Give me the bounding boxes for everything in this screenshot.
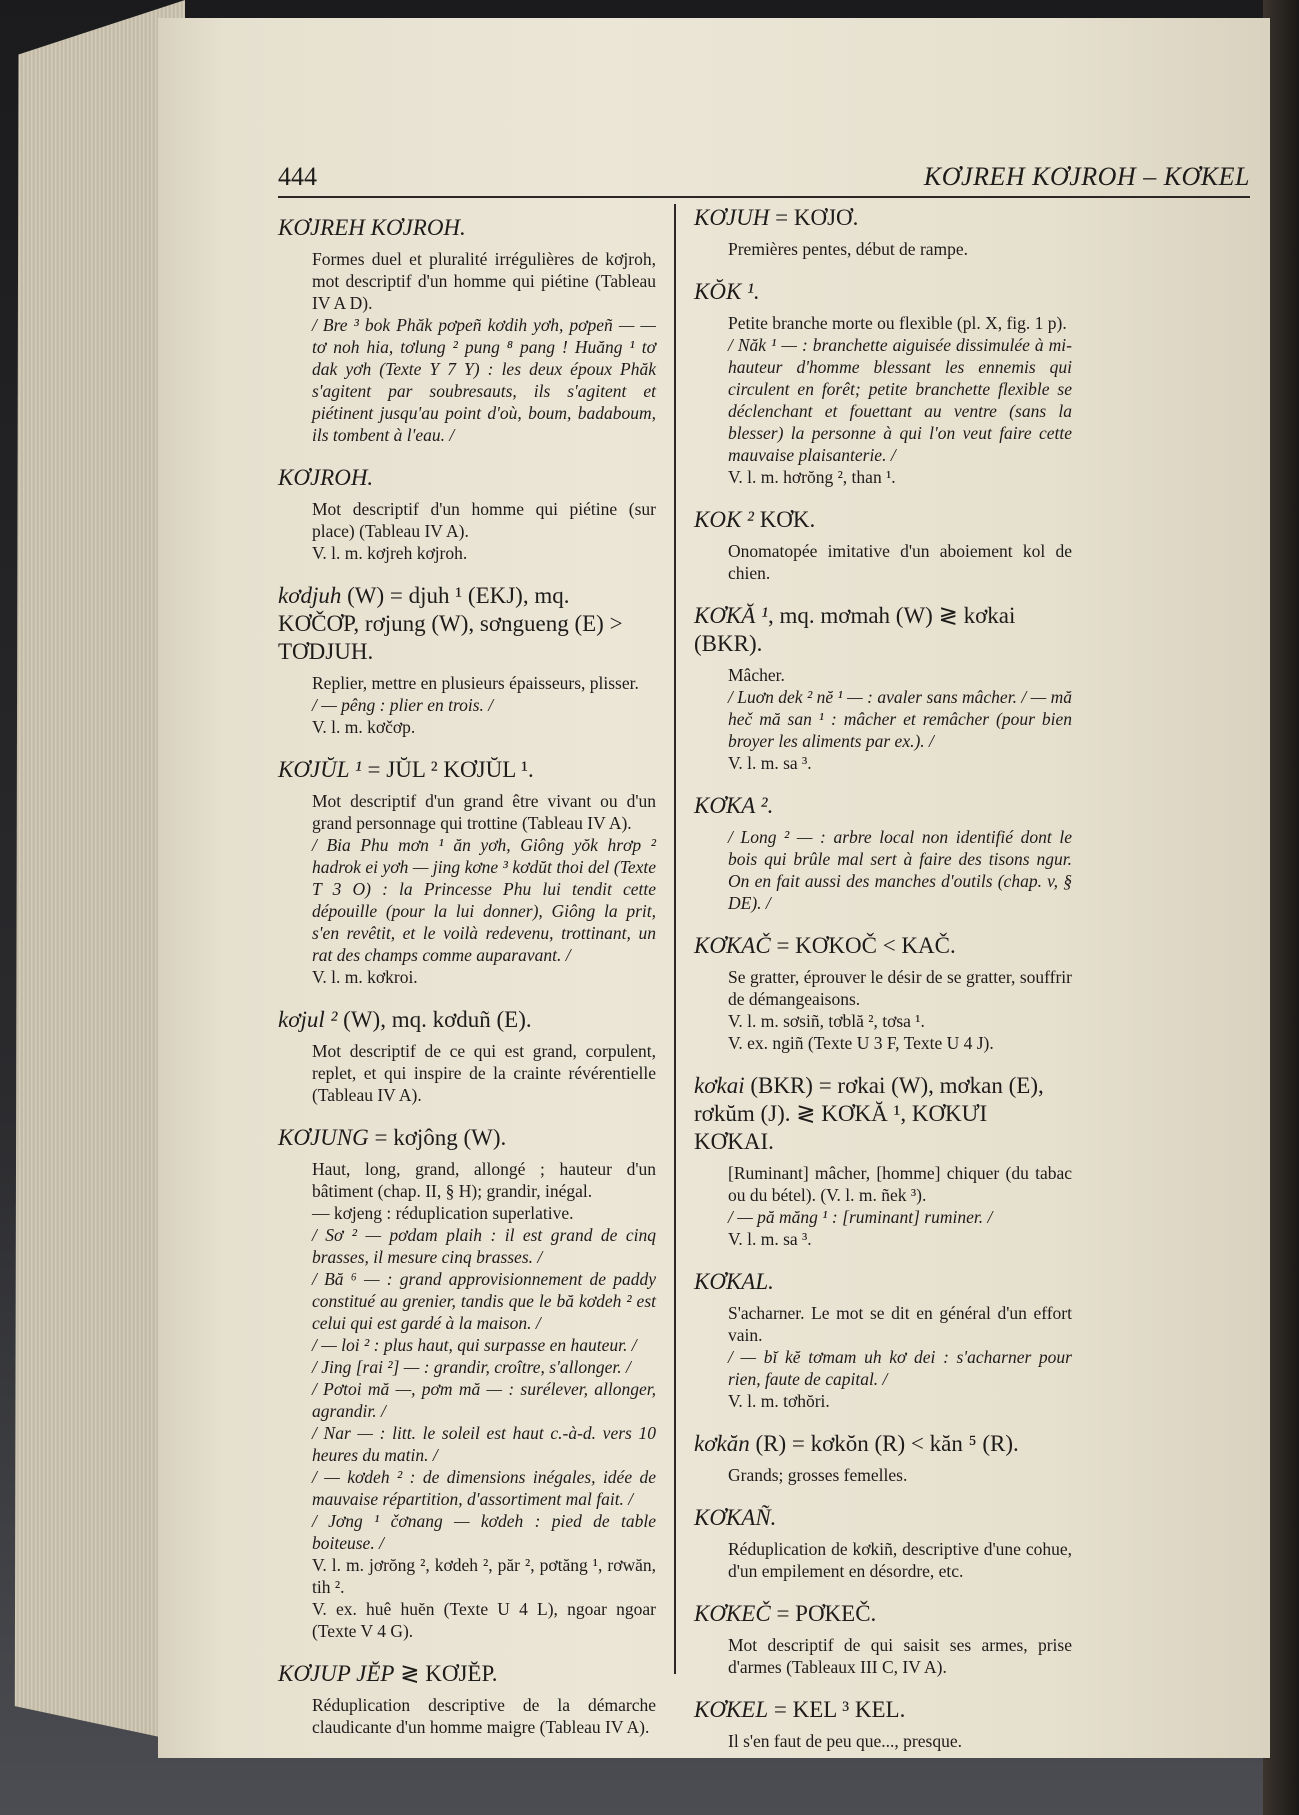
left-column <box>278 214 656 1756</box>
definition-line: Il s'en faut de peu que..., presque. <box>728 1731 962 1751</box>
entry-headword-line <box>694 1504 1072 1532</box>
entry-headword-line <box>278 214 656 242</box>
definition-line: — kơjeng : réduplication superlative. <box>312 1203 574 1223</box>
entry-headword: kơkăn <box>694 1431 750 1456</box>
entry-headword: KƠJUNG <box>278 1125 369 1150</box>
entry-headword: kơdjuh <box>278 583 342 608</box>
entry-variants: = JŬL ² KƠJŬL ¹. <box>361 757 534 782</box>
definition-line: Haut, long, grand, allongé ; hauteur d'un bâtiment (chap. II, § H); grandir, inégal. <box>312 1159 656 1201</box>
entry-definition <box>728 540 1072 584</box>
entry-headword: KŎK ¹. <box>694 279 760 304</box>
definition-line: / Luơn dek ² nĕ ¹ — : avaler sans mâcher. / — mă heč mă san ¹ : mâcher et remâcher (pour bien broyer les aliments par ex.). / <box>728 687 1072 751</box>
definition-line: / Bia Phu mơn ¹ ăn yơh, Giông yŏk hrơp ² hadrok ei yơh — jing kơne ³ kơdŭt thoi del (Texte T 3 O) : la Princesse Phu lui tendit cette dépouille (pour la lui donner), Giông la prit, s'en revêtit, et le voilà redevenu, trottinant, un rat des champs comme auparavant. / <box>312 835 656 965</box>
entry-variants: = KƠJƠ. <box>769 205 859 230</box>
entry-headword-line <box>694 1696 1072 1724</box>
dictionary-entry <box>694 1696 1072 1752</box>
entry-headword-line <box>694 1072 1072 1156</box>
definition-line: V. ex. huê huĕn (Texte U 4 L), ngoar ngoar (Texte V 4 G). <box>312 1599 656 1641</box>
definition-line: Onomatopée imitative d'un aboiement kol de chien. <box>728 541 1072 583</box>
dictionary-entry <box>694 792 1072 914</box>
dictionary-entry <box>278 1660 656 1738</box>
entry-headword: KƠKEL <box>694 1697 769 1722</box>
entry-headword-line <box>694 204 1072 232</box>
definition-line: / Nar — : litt. le soleil est haut c.-à-d. vers 10 heures du matin. / <box>312 1423 656 1465</box>
entry-definition <box>728 1538 1072 1582</box>
dictionary-entry <box>278 214 656 446</box>
definition-line: Grands; grosses femelles. <box>728 1465 908 1485</box>
page-header <box>278 150 1250 198</box>
entry-definition <box>312 498 656 564</box>
entry-definition <box>312 1040 656 1106</box>
definition-line: Premières pentes, début de rampe. <box>728 239 969 259</box>
entry-definition <box>312 790 656 988</box>
dictionary-entry <box>694 602 1072 774</box>
dictionary-entry <box>694 1268 1072 1412</box>
entry-variants: = PƠKEČ. <box>770 1601 877 1626</box>
definition-line: Mot descriptif d'un homme qui piétine (sur place) (Tableau IV A). <box>312 499 656 541</box>
definition-line: / Năk ¹ — : branchette aiguisée dissimulée à mi-hauteur d'homme blessant les ennemis qui circulent en forêt; petite branchette flexible se déclenchant et fouettant au ventre (sans la blesser) la personne à qui l'on veut faire cette mauvaise plaisanterie. / <box>728 335 1072 465</box>
entry-headword: kơjul ² <box>278 1007 338 1032</box>
definition-line: V. l. m. sa ³. <box>728 1229 812 1249</box>
entry-headword-line <box>694 602 1072 658</box>
entry-headword-line <box>694 1600 1072 1628</box>
entry-headword: KƠKEČ <box>694 1601 771 1626</box>
definition-line: [Ruminant] mâcher, [homme] chiquer (du tabac ou du bétel). (V. l. m. ñek ³). <box>728 1163 1072 1205</box>
entry-headword-line <box>278 1660 656 1688</box>
entry-definition <box>728 826 1072 914</box>
definition-line: V. l. m. kơjreh kơjroh. <box>312 543 468 563</box>
definition-line: Replier, mettre en plusieurs épaisseurs, plisser. <box>312 673 639 693</box>
entry-definition <box>728 1302 1072 1412</box>
entry-definition <box>728 966 1072 1054</box>
definition-line: Se gratter, éprouver le désir de se gratter, souffrir de démangeaisons. <box>728 967 1072 1009</box>
entry-headword: KƠJUH <box>694 205 770 230</box>
entry-headword: kơkai <box>694 1073 745 1098</box>
definition-line: / — loi ² : plus haut, qui surpasse en hauteur. / <box>312 1335 637 1355</box>
dictionary-entry <box>278 756 656 988</box>
entry-headword: KOK ² <box>694 507 754 532</box>
entry-headword: KƠKA ². <box>694 793 774 818</box>
definition-line: / Jing [rai ²] — : grandir, croître, s'allonger. / <box>312 1357 631 1377</box>
entry-headword-line <box>694 932 1072 960</box>
definition-line: / Jơng ¹ čơnang — kơdeh : pied de table boiteuse. / <box>312 1511 656 1553</box>
entry-headword-line <box>278 1006 656 1034</box>
entry-definition <box>312 1158 656 1642</box>
entry-headword: KƠJUP JĔP <box>278 1661 395 1686</box>
entry-definition <box>728 664 1072 774</box>
entry-headword: KƠJŬL ¹ <box>278 757 362 782</box>
entry-headword: KƠKAL. <box>694 1269 774 1294</box>
entry-headword-line <box>278 756 656 784</box>
dictionary-entry <box>694 1504 1072 1582</box>
entry-definition <box>312 1694 656 1738</box>
entry-definition <box>728 312 1072 488</box>
definition-line: V. l. m. sơsiñ, tơblă ², tơsa ¹. <box>728 1011 925 1031</box>
dictionary-entry <box>278 582 656 738</box>
definition-line: Réduplication de kơkiñ, descriptive d'une cohue, d'un empilement en désordre, etc. <box>728 1539 1072 1581</box>
entry-variants: KƠK. <box>753 507 816 532</box>
definition-line: / Pơtoi mă —, pơm mă — : surélever, allonger, agrandir. / <box>312 1379 656 1421</box>
entry-definition <box>728 1162 1072 1250</box>
definition-line: Mot descriptif de qui saisit ses armes, prise d'armes (Tableaux III C, IV A). <box>728 1635 1072 1677</box>
dictionary-entry <box>694 1072 1072 1250</box>
entry-variants: (W) = djuh ¹ (EKJ), mq. KƠČƠP, rơjung (W), sơngueng (E) > TƠDJUH. <box>278 583 623 664</box>
definition-line: V. l. m. jơrŏng ², kơdeh ², păr ², pơtăng ¹, rơwăn, tih ². <box>312 1555 656 1597</box>
dictionary-entry <box>278 464 656 564</box>
entry-variants: = KƠKOČ < KAČ. <box>770 933 956 958</box>
definition-line: V. l. m. kơkroi. <box>312 967 418 987</box>
entry-headword-line <box>694 506 1072 534</box>
definition-line: / Bă ⁶ — : grand approvisionnement de paddy constitué au grenier, tandis que le bă kơdeh ² est celui qui est gardé à la maison. / <box>312 1269 656 1333</box>
entry-headword-line <box>278 1124 656 1152</box>
entry-variants: ≷ KƠJĔP. <box>394 1661 498 1686</box>
right-column <box>694 204 1072 1770</box>
entry-definition <box>728 1464 1072 1486</box>
definition-line: V. l. m. hơrŏng ², than ¹. <box>728 467 896 487</box>
entry-variants: = kơjông (W). <box>368 1125 507 1150</box>
entry-headword-line <box>278 582 656 666</box>
dictionary-entry <box>278 1124 656 1642</box>
entry-definition <box>728 1634 1072 1678</box>
entry-headword-line <box>694 1268 1072 1296</box>
definition-line: Mâcher. <box>728 665 785 685</box>
entry-headword-line <box>694 1430 1072 1458</box>
dictionary-entry <box>694 1430 1072 1486</box>
dictionary-entry <box>694 932 1072 1054</box>
dictionary-entry <box>694 1600 1072 1678</box>
definition-line: / — pă măng ¹ : [ruminant] ruminer. / <box>728 1207 993 1227</box>
definition-line: / — bĭ kĕ tơmam uh kơ dei : s'acharner pour rien, faute de capital. / <box>728 1347 1072 1389</box>
definition-line: Petite branche morte ou flexible (pl. X, fig. 1 p). <box>728 313 1067 333</box>
entry-definition <box>312 248 656 446</box>
definition-line: V. ex. ngiñ (Texte U 3 F, Texte U 4 J). <box>728 1033 994 1053</box>
dictionary-entry <box>694 278 1072 488</box>
entry-variants: (W), mq. kơduñ (E). <box>337 1007 532 1032</box>
entry-definition <box>728 238 1072 260</box>
definition-line: V. l. m. kơčơp. <box>312 717 416 737</box>
dictionary-page <box>158 18 1270 1758</box>
definition-line: / Long ² — : arbre local non identifié dont le bois qui brûle mal sert à faire des tisons ngur. On en fait aussi des manches d'outils (chap. v, § DE). / <box>728 827 1072 913</box>
entry-headword-line <box>694 278 1072 306</box>
dictionary-entry <box>278 1006 656 1106</box>
definition-line: / — kơdeh ² : de dimensions inégales, idée de mauvaise répartition, d'assortiment mal fait. / <box>312 1467 656 1509</box>
definition-line: Mot descriptif d'un grand être vivant ou d'un grand personnage qui trottine (Tableau IV A). <box>312 791 656 833</box>
definition-line: / — pêng : plier en trois. / <box>312 695 494 715</box>
running-head: KƠJREH KƠJROH – KƠKEL <box>923 162 1250 191</box>
entry-variants: (R) = kơkŏn (R) < kăn ⁵ (R). <box>749 1431 1019 1456</box>
dictionary-entry <box>694 506 1072 584</box>
entry-variants: (BKR) = rơkai (W), mơkan (E), rơkŭm (J). ≷ KƠKĂ ¹, KƠKƯI KƠKAI. <box>694 1073 1044 1154</box>
entry-headword: KƠKĂ ¹ <box>694 603 768 628</box>
entry-headword-line <box>278 464 656 492</box>
entry-headword: KƠJREH KƠJROH. <box>278 215 466 240</box>
page-number: 444 <box>278 162 317 191</box>
entry-definition <box>312 672 656 738</box>
definition-line: / Bre ³ bok Phăk pơpeñ kơdih yơh, pơpeñ — — tơ noh hia, tơlung ² pung ⁸ pang ! Huăng ¹ tơ dak yơh (Texte Y 7 Y) : les deux époux Phăk s'agitent par soubresauts, ils s'agitent et piétinent jusqu'au point d'où, boum, badaboum, ils tombent à l'eau. / <box>312 315 656 445</box>
definition-line: Formes duel et pluralité irrégulières de kơjroh, mot descriptif d'un homme qui piétine (Tableau IV A D). <box>312 249 656 313</box>
definition-line: S'acharner. Le mot se dit en général d'un effort vain. <box>728 1303 1072 1345</box>
definition-line: V. l. m. tơhŏri. <box>728 1391 830 1411</box>
dictionary-entry <box>694 204 1072 260</box>
definition-line: / Sơ ² — pơdam plaih : il est grand de cinq brasses, il mesure cinq brasses. / <box>312 1225 656 1267</box>
entry-headword-line <box>694 792 1072 820</box>
entry-definition <box>728 1730 1072 1752</box>
definition-line: V. l. m. sa ³. <box>728 753 812 773</box>
column-divider <box>674 204 676 1674</box>
definition-line: Réduplication descriptive de la démarche claudicante d'un homme maigre (Tableau IV A). <box>312 1695 656 1737</box>
entry-headword: KƠKAÑ. <box>694 1505 777 1530</box>
definition-line: Mot descriptif de ce qui est grand, corpulent, replet, et qui inspire de la crainte révérentielle (Tableau IV A). <box>312 1041 656 1105</box>
entry-headword: KƠKAČ <box>694 933 771 958</box>
entry-headword: KƠJROH. <box>278 465 374 490</box>
entry-variants: = KEL ³ KEL. <box>768 1697 906 1722</box>
entry-variants: , mq. mơmah (W) ≷ kơkai (BKR). <box>694 603 1016 656</box>
